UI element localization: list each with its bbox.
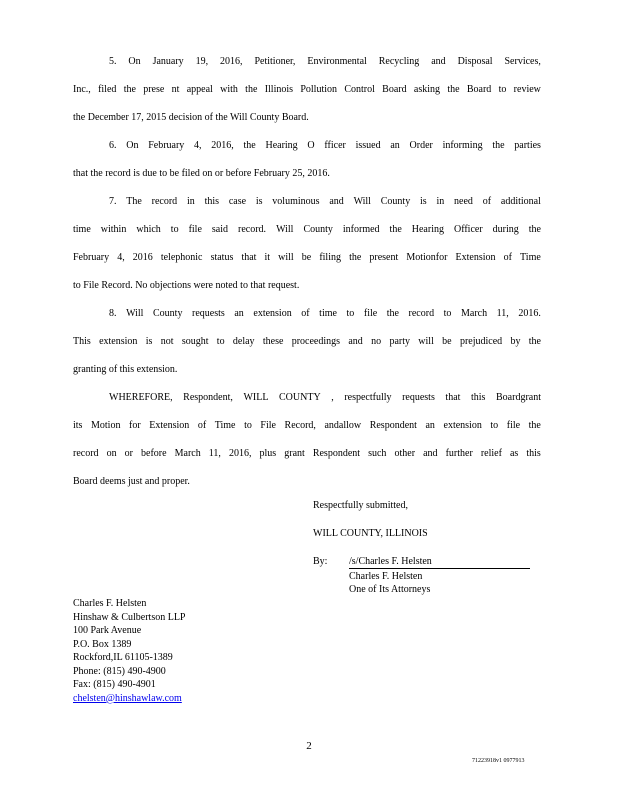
word: other xyxy=(394,448,416,459)
word: for xyxy=(129,420,141,431)
word: March xyxy=(174,448,201,459)
word: Petitioner, xyxy=(254,56,296,67)
attorney-name: Charles F. Helsten xyxy=(73,598,147,609)
signer-role: One of Its Attorneys xyxy=(349,584,431,595)
word: , xyxy=(331,392,334,403)
word: an xyxy=(425,420,435,431)
word: the xyxy=(447,84,460,95)
word: file xyxy=(188,224,202,235)
word: that xyxy=(445,392,461,403)
word: with xyxy=(220,84,238,95)
paragraph-text: the December 17, 2015 decision of the Will County Board. xyxy=(73,112,309,123)
word: Order xyxy=(409,140,433,151)
word: fficer xyxy=(324,140,346,151)
word: review xyxy=(513,84,541,95)
word: to xyxy=(443,308,452,319)
email-link[interactable]: chelsten@hinshawlaw.com xyxy=(73,692,182,704)
word: Time xyxy=(520,252,541,263)
word: the xyxy=(528,420,541,431)
word: before xyxy=(141,448,167,459)
word: the xyxy=(528,224,541,235)
word: Disposal xyxy=(457,56,493,67)
word: 7. xyxy=(109,196,117,207)
word: March xyxy=(460,308,488,319)
word: be xyxy=(301,252,312,263)
paragraph-line xyxy=(73,244,541,272)
word: status xyxy=(210,252,234,263)
word: the xyxy=(349,252,362,263)
word: the xyxy=(386,308,399,319)
word: the xyxy=(243,140,256,151)
paragraph-line xyxy=(73,440,541,468)
signature-line xyxy=(349,556,530,569)
word: that xyxy=(241,252,257,263)
word: of xyxy=(503,252,512,263)
paragraph-text: to File Record. No objections were noted to that request. xyxy=(73,280,300,291)
word: such xyxy=(368,448,387,459)
word: 4, xyxy=(194,140,202,151)
word: of xyxy=(482,196,492,207)
word: 2016, xyxy=(228,448,252,459)
word: grant xyxy=(284,448,305,459)
word: Environmental xyxy=(307,56,367,67)
word: Board xyxy=(382,84,407,95)
word: issued xyxy=(355,140,381,151)
word: the xyxy=(245,84,258,95)
paragraph-8 xyxy=(73,300,541,384)
word: County xyxy=(303,224,333,235)
street-address: 100 Park Avenue xyxy=(73,625,142,636)
word: 6. xyxy=(109,140,117,151)
closing-text: Respectfully submitted, xyxy=(313,500,408,511)
word: asking xyxy=(413,84,441,95)
word: Time xyxy=(214,420,236,431)
word: respectfully xyxy=(344,392,392,403)
word: voluminous xyxy=(272,196,320,207)
word: case xyxy=(228,196,247,207)
wherefore-paragraph xyxy=(73,384,541,496)
word: Motionfor xyxy=(406,252,448,263)
word: 5. xyxy=(109,56,117,67)
word: On xyxy=(128,56,141,67)
electronic-signature: /s/Charles F. Helsten xyxy=(349,556,530,569)
word: Inc., xyxy=(73,84,91,95)
word: extension xyxy=(99,336,138,347)
word: informing xyxy=(442,140,483,151)
word: Record, xyxy=(284,420,316,431)
word: need xyxy=(454,196,473,207)
word: Extension xyxy=(149,420,190,431)
word: time xyxy=(319,308,337,319)
page-number: 2 xyxy=(306,740,312,752)
city-state-zip: Rockford,IL 61105-1389 xyxy=(73,652,173,663)
paragraph-line xyxy=(73,160,541,188)
word: extension xyxy=(443,420,482,431)
word: the xyxy=(492,140,505,151)
word: which xyxy=(136,224,161,235)
word: delay xyxy=(232,336,255,347)
fax-number: Fax: (815) 490-4901 xyxy=(73,679,156,690)
word: and xyxy=(423,448,438,459)
attorney-address-block xyxy=(73,597,205,705)
word: parties xyxy=(514,140,541,151)
word: as xyxy=(509,448,519,459)
word: Boardgrant xyxy=(496,392,541,403)
word: this xyxy=(470,392,486,403)
word: Will xyxy=(126,308,144,319)
word: WHEREFORE, xyxy=(109,392,173,403)
party-name: WILL COUNTY, ILLINOIS xyxy=(313,528,428,539)
word: to xyxy=(490,420,499,431)
word: 2016 xyxy=(132,252,153,263)
paragraph-7 xyxy=(73,188,541,300)
word: it xyxy=(264,252,271,263)
word: relief xyxy=(480,448,502,459)
word: The xyxy=(126,196,142,207)
word: 2016, xyxy=(211,140,234,151)
paragraph-line xyxy=(73,468,541,496)
word: telephonic xyxy=(160,252,203,263)
paragraph-line xyxy=(73,48,541,76)
word: an xyxy=(234,308,244,319)
word: andallow xyxy=(324,420,362,431)
word: January xyxy=(152,56,184,67)
paragraph-6 xyxy=(73,132,541,188)
word: On xyxy=(126,140,139,151)
word: File xyxy=(260,420,276,431)
word: Will xyxy=(353,196,371,207)
word: and xyxy=(348,336,363,347)
paragraph-text: Board deems just and proper. xyxy=(73,476,190,487)
word: record xyxy=(73,448,99,459)
word: Respondent xyxy=(312,448,361,459)
word: O xyxy=(307,140,315,151)
word: of xyxy=(197,420,207,431)
word: Hearing xyxy=(265,140,298,151)
word: Extension xyxy=(455,252,496,263)
word: to xyxy=(498,84,507,95)
word: February xyxy=(148,140,185,151)
word: time xyxy=(73,224,91,235)
word: 2016. xyxy=(518,308,541,319)
word: said xyxy=(211,224,229,235)
word: the xyxy=(528,336,541,347)
word: County xyxy=(153,308,183,319)
word: these xyxy=(262,336,284,347)
word: plus xyxy=(259,448,277,459)
word: 4, xyxy=(117,252,125,263)
word: requests xyxy=(402,392,435,403)
word: sought xyxy=(181,336,209,347)
word: party xyxy=(389,336,410,347)
word: Board xyxy=(466,84,492,95)
word: will xyxy=(278,252,294,263)
word: be xyxy=(442,336,452,347)
word: in xyxy=(436,196,445,207)
word: Motion xyxy=(91,420,121,431)
word: not xyxy=(160,336,174,347)
paragraph-line xyxy=(73,300,541,328)
paragraph-line xyxy=(73,76,541,104)
word: present xyxy=(369,252,399,263)
paragraph-line xyxy=(73,132,541,160)
paragraph-line xyxy=(73,412,541,440)
word: prejudiced xyxy=(459,336,503,347)
word: 19, xyxy=(195,56,209,67)
word: file xyxy=(506,420,521,431)
po-box: P.O. Box 1389 xyxy=(73,638,132,650)
word: Officer xyxy=(453,224,483,235)
word: filing xyxy=(319,252,341,263)
word: Recycling xyxy=(378,56,420,67)
paragraph-text: that the record is due to be filed on or before February 25, 2016. xyxy=(73,168,330,179)
word: by xyxy=(510,336,521,347)
word: of xyxy=(301,308,310,319)
word: further xyxy=(445,448,473,459)
word: 8. xyxy=(109,308,117,319)
paragraph-line xyxy=(73,272,541,300)
word: February xyxy=(73,252,110,263)
phone-number: Phone: (815) 490-4900 xyxy=(73,665,166,677)
word: filed xyxy=(98,84,117,95)
word: WILL xyxy=(243,392,269,403)
word: Control xyxy=(344,84,375,95)
word: is xyxy=(145,336,153,347)
word: informed xyxy=(342,224,380,235)
paragraph-line xyxy=(73,104,541,132)
word: prese xyxy=(143,84,165,95)
word: 2016, xyxy=(220,56,243,67)
word: no xyxy=(371,336,382,347)
word: this xyxy=(526,448,541,459)
word: nt xyxy=(171,84,180,95)
paragraph-line xyxy=(73,384,541,412)
word: additional xyxy=(500,196,541,207)
word: file xyxy=(363,308,378,319)
word: COUNTY xyxy=(279,392,321,403)
word: this xyxy=(204,196,220,207)
word: to xyxy=(216,336,225,347)
word: in xyxy=(186,196,195,207)
word: within xyxy=(100,224,127,235)
word: Illinois xyxy=(264,84,294,95)
word: 11, xyxy=(208,448,221,459)
word: the xyxy=(123,84,136,95)
word: to xyxy=(346,308,355,319)
word: will xyxy=(418,336,434,347)
paragraph-line xyxy=(73,216,541,244)
word: an xyxy=(390,140,400,151)
word: Respondent, xyxy=(183,392,233,403)
word: requests xyxy=(192,308,225,319)
word: to xyxy=(170,224,179,235)
word: Services, xyxy=(504,56,541,67)
paragraph-5 xyxy=(73,48,541,132)
paragraph-line xyxy=(73,188,541,216)
word: and xyxy=(431,56,446,67)
word: 11, xyxy=(496,308,509,319)
paragraph-line xyxy=(73,328,541,356)
word: record xyxy=(151,196,178,207)
word: Hearing xyxy=(411,224,444,235)
word: is xyxy=(255,196,263,207)
word: appeal xyxy=(186,84,213,95)
word: record. xyxy=(238,224,267,235)
word: or xyxy=(124,448,133,459)
word: Will xyxy=(276,224,294,235)
word: on xyxy=(106,448,117,459)
word: Pollution xyxy=(300,84,338,95)
word: is xyxy=(420,196,427,207)
word: This xyxy=(73,336,91,347)
document-id: 71223918v1 0977913 xyxy=(472,758,525,764)
signature-by-label: By: xyxy=(313,556,328,567)
word: proceedings xyxy=(291,336,341,347)
word: extension xyxy=(253,308,292,319)
word: the xyxy=(389,224,402,235)
signer-name: Charles F. Helsten xyxy=(349,571,423,582)
word: its xyxy=(73,420,83,431)
word: record xyxy=(408,308,435,319)
paragraph-line xyxy=(73,356,541,384)
word: County xyxy=(380,196,411,207)
paragraph-text: granting of this extension. xyxy=(73,364,178,375)
word: to xyxy=(244,420,252,431)
word: during xyxy=(492,224,519,235)
word: Respondent xyxy=(369,420,417,431)
word: and xyxy=(329,196,344,207)
firm-name: Hinshaw & Culbertson LLP xyxy=(73,611,186,623)
